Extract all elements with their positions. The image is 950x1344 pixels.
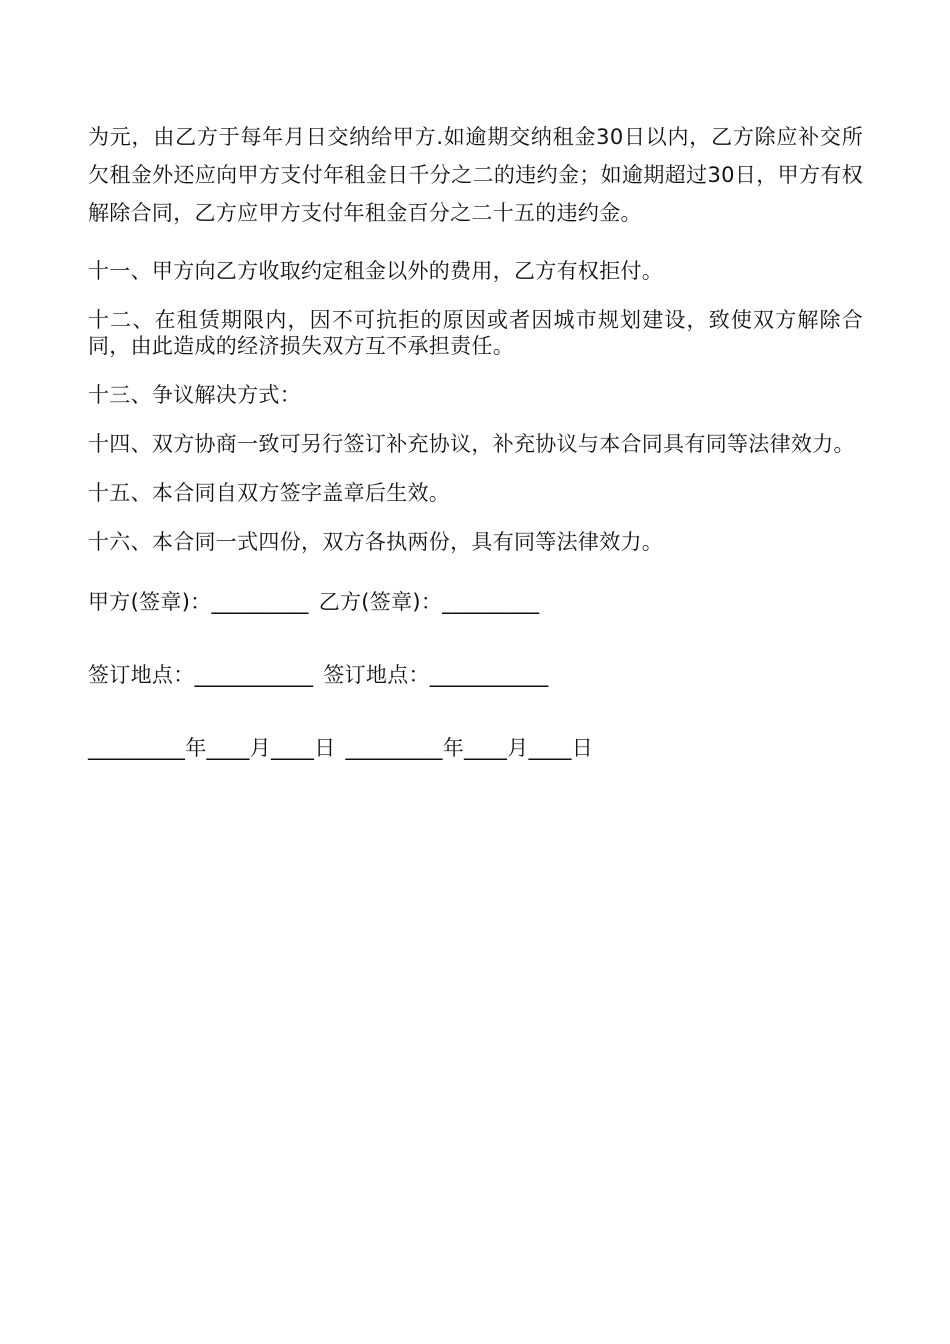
clause-12: 十二、在租赁期限内，因不可抗拒的原因或者因城市规划建设，致使双方解除合同，由此造成的经济损失双方互不承担责任。 [88, 308, 863, 358]
clause-15: 十五、本合同自双方签字盖章后生效。 [88, 481, 451, 505]
party-b-signature: 乙方(签章)：_________ [318, 590, 540, 614]
clause-11: 十一、甲方向乙方收取约定租金以外的费用，乙方有权拒付。 [88, 259, 664, 283]
party-a-signature: 甲方(签章)：_________ [88, 590, 309, 614]
party-a-signing-place: 签订地点：___________ [88, 663, 314, 687]
party-b-signing-date: _________年____月____日 [345, 736, 593, 760]
clause-16: 十六、本合同一式四份，双方各执两份，具有同等法律效力。 [88, 530, 664, 554]
party-a-signing-date: _________年____月____日 [88, 736, 336, 760]
clause-14: 十四、双方协商一致可另行签订补充协议，补充协议与本合同具有同等法律效力。 [88, 432, 855, 456]
document-body [88, 118, 863, 761]
signing-place-row [88, 662, 863, 688]
clause-13: 十三、争议解决方式： [88, 383, 301, 407]
signature-row [88, 589, 863, 615]
party-b-signing-place: 签订地点：___________ [323, 663, 549, 687]
intro-paragraph: 为元，由乙方于每年月日交纳给甲方.如逾期交纳租金30日以内，乙方除应补交所欠租金外还应向甲方支付年租金日千分之二的违约金；如逾期超过30日，甲方有权解除合同，乙方应甲方支付年租金百分之二十五的违约金。 [88, 125, 863, 225]
signing-date-row [88, 735, 863, 761]
